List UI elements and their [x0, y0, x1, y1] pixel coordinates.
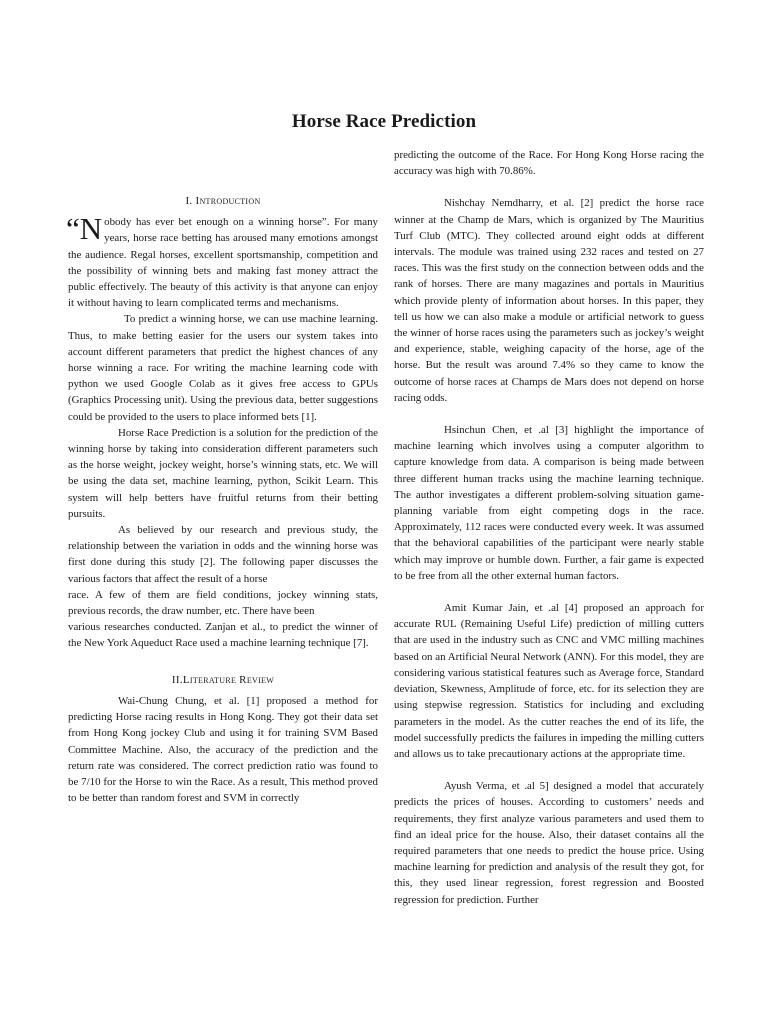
intro-paragraph-4-end: various researches conducted. Zanjan et al., to predict the winner of the New York Aqueduct Race used a machine learning technique [7].	[68, 621, 378, 650]
lit-paragraph-3: Hsinchun Chen, et .al [3] highlight the importance of machine learning which involves using a computer algorithm to capture knowledge from data. A comparison is being made between three different human tracks using the machine learning technique. The author investigates a different problem-solving situation game-planning variable from eight competing dogs in the race. Approximately, 112 races were conducted every week. It was assumed that the behavioral capabilities of the participant were nearly stable which may improve or humble down. Further, a fair game is expected to be free from all the other external human factors.	[394, 424, 704, 582]
intro-paragraph-4: As believed by our research and previous study, the relationship between the variation in odds and the winning horse was first done during this study [2]. The following paper discusses the various factors that affect the result of a horse	[68, 524, 378, 585]
literature-review-heading: II.Literature Review	[171, 673, 275, 686]
lit-paragraph-2: Nishchay Nemdharry, et al. [2] predict the horse race winner at the Champ de Mars, which is organized by The Mauritius Turf Club (MTC). They collected around eight odds at different intervals. The module was trained using 232 races and tested on 27 races. This was the first study on the connection between odds and the rank of horses. There are many magazines and portals in Mauritius which provide plenty of information about horses. In this paper, they tell us how we can also make a module or artificial network to guess the winner of horse races using the parameters such as jockey’s weight and experience, stable, weighing capacity of the horse, age of the horse. But the result was around 7.4% so they came to know the outcome of horse races at Champs de Mars does not depend on horse racing odds.	[394, 197, 704, 404]
left-column	[68, 193, 378, 806]
right-column	[394, 147, 704, 908]
paper-title: Horse Race Prediction	[291, 111, 477, 132]
intro-paragraph-1-text: obody has ever bet enough on a winning horse”. For many years, horse race betting has aroused many emotions amongst the audience. Regal horses, excellent sportsmanship, competition and the possibility of winning bets and making fast money attract the public effectively. The beauty of this activity is that anyone can enjoy it without having to learn complicated terms and mechanisms.	[68, 216, 378, 310]
lit-paragraph-1: Wai-Chung Chung, et al. [1] proposed a method for predicting Horse racing results in Hong Kong. They got their data set from Hong Kong jockey Club and using it for training SVM Based Committee Machine. Also, the accuracy of the prediction and the return rate was considered. The correct prediction ratio was found to be 7/10 for the Horse to win the Race. As a result, This method proved to be better than random forest and SVM in correctly	[68, 694, 378, 805]
intro-paragraph-2: To predict a winning horse, we can use machine learning. Thus, to make betting easier for the users our system takes into account different parameters that predict the highest chances of any horse winning a race. For writing the machine learning code with python we used Google Colab as it gives free access to GPUs (Graphics Processing unit). Using the previous data, better suggestions could be provided to the users to place informed bets [1].	[68, 313, 378, 423]
introduction-heading: I. Introduction	[185, 195, 261, 207]
lit-paragraph-1-cont: predicting the outcome of the Race. For Hong Kong Horse racing the accuracy was high with 70.86%.	[394, 149, 704, 178]
drop-cap: “N	[66, 211, 103, 247]
lit-paragraph-4: Amit Kumar Jain, et .al [4] proposed an approach for accurate RUL (Remaining Useful Life) prediction of milling cutters that are used in the industry such as CNC and VMC milling machines based on an Artificial Neural Network (ANN). For this model, they are considering various statistical features such as Average force, Standard deviation, Skewness, Amplitude of force, etc. for its selection they are using stepwise regression. Statistics for including and excluding parameters in the model. As the cutter reaches the end of its life, the model successfully predicts the failures in impeding the milling cutters and allows us to take precautionary actions at the appropriate time.	[394, 602, 704, 760]
intro-paragraph-4-cont: race. A few of them are field conditions, jockey winning stats, previous records, the draw number, etc. There have been	[68, 588, 378, 618]
intro-paragraph-1	[66, 211, 378, 311]
lit-paragraph-5: Ayush Verma, et .al 5] designed a model that accurately predicts the prices of houses. According to customers’ needs and requirements, they first analyze various parameters and used them to find an ideal price for the house. Also, their dataset contains all the required parameters that one needs to predict the house price. Using machine learning for prediction and analysis of the result they got, for this, they used linear regression, forest regression and Boosted regression for prediction. Further	[394, 780, 704, 906]
intro-paragraph-3: Horse Race Prediction is a solution for the prediction of the winning horse by taking into consideration different parameters such as the horse weight, jockey weight, horse’s winning stats, etc. We will be using the data set, machine learning, python, Scikit Learn. This system will help betters have fruitful returns from their betting pursuits.	[68, 426, 378, 520]
